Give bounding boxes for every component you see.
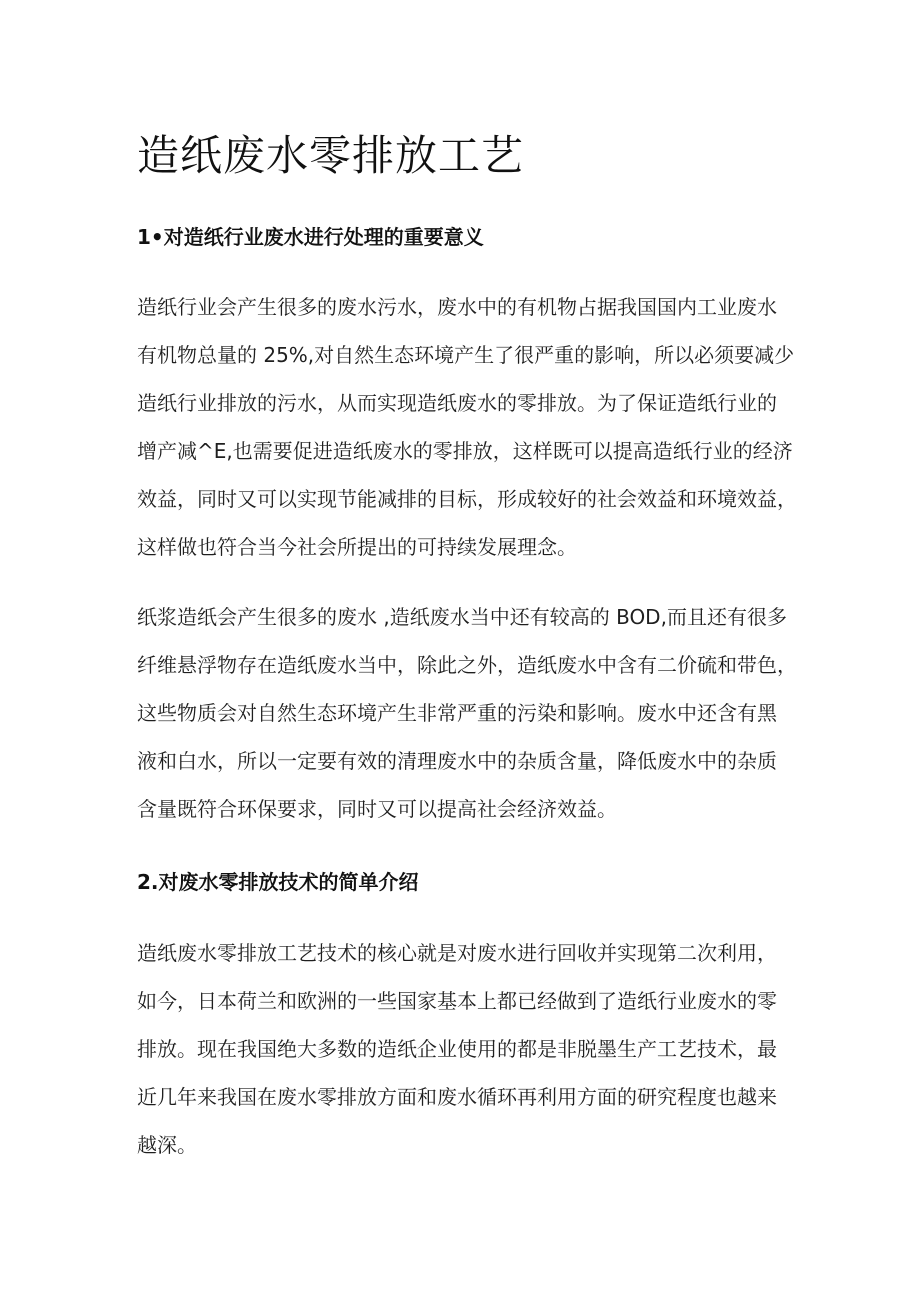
section-1-paragraph-2 [137,593,797,833]
paragraph-line: 增产减^E,也需要促进造纸废水的零排放，这样既可以提高造纸行业的经济 [137,439,793,463]
paragraph-line: 越深。 [137,1133,197,1157]
paragraph-line: 效益，同时又可以实现节能减排的目标，形成较好的社会效益和环境效益， [137,487,797,511]
paragraph-line: 如今，日本荷兰和欧洲的一些国家基本上都已经做到了造纸行业废水的零 [137,989,777,1013]
document-title: 造纸废水零排放工艺 [137,131,525,180]
paragraph-line: 这样做也符合当今社会所提出的可持续发展理念。 [137,535,577,559]
paragraph-line: 液和白水，所以一定要有效的清理废水中的杂质含量，降低废水中的杂质 [137,749,777,773]
paragraph-line: 这些物质会对自然生态环境产生非常严重的污染和影响。废水中还含有黑 [137,701,777,725]
paragraph-line: 造纸行业排放的污水，从而实现造纸废水的零排放。为了保证造纸行业的 [137,391,777,415]
section-2-heading: 2.对废水零排放技术的简单介绍 [137,870,419,894]
paragraph-line: 含量既符合环保要求，同时又可以提高社会经济效益。 [137,797,617,821]
paragraph-line: 造纸行业会产生很多的废水污水，废水中的有机物占据我国国内工业废水 [137,295,777,319]
paragraph-line: 造纸废水零排放工艺技术的核心就是对废水进行回收并实现第二次利用， [137,941,777,965]
paragraph-line: 纤维悬浮物存在造纸废水当中，除此之外，造纸废水中含有二价硫和带色， [137,653,797,677]
paragraph-line: 有机物总量的 25%,对自然生态环境产生了很严重的影响，所以必须要减少 [137,343,795,367]
section-1-heading: 1•对造纸行业废水进行处理的重要意义 [137,225,484,249]
section-2-paragraph-1 [137,929,797,1169]
section-1-paragraph-1 [137,283,797,571]
paragraph-line: 排放。现在我国绝大多数的造纸企业使用的都是非脱墨生产工艺技术，最 [137,1037,777,1061]
paragraph-line: 近几年来我国在废水零排放方面和废水循环再利用方面的研究程度也越来 [137,1085,777,1109]
paragraph-line: 纸浆造纸会产生很多的废水 ,造纸废水当中还有较高的 BOD,而且还有很多 [137,605,787,629]
